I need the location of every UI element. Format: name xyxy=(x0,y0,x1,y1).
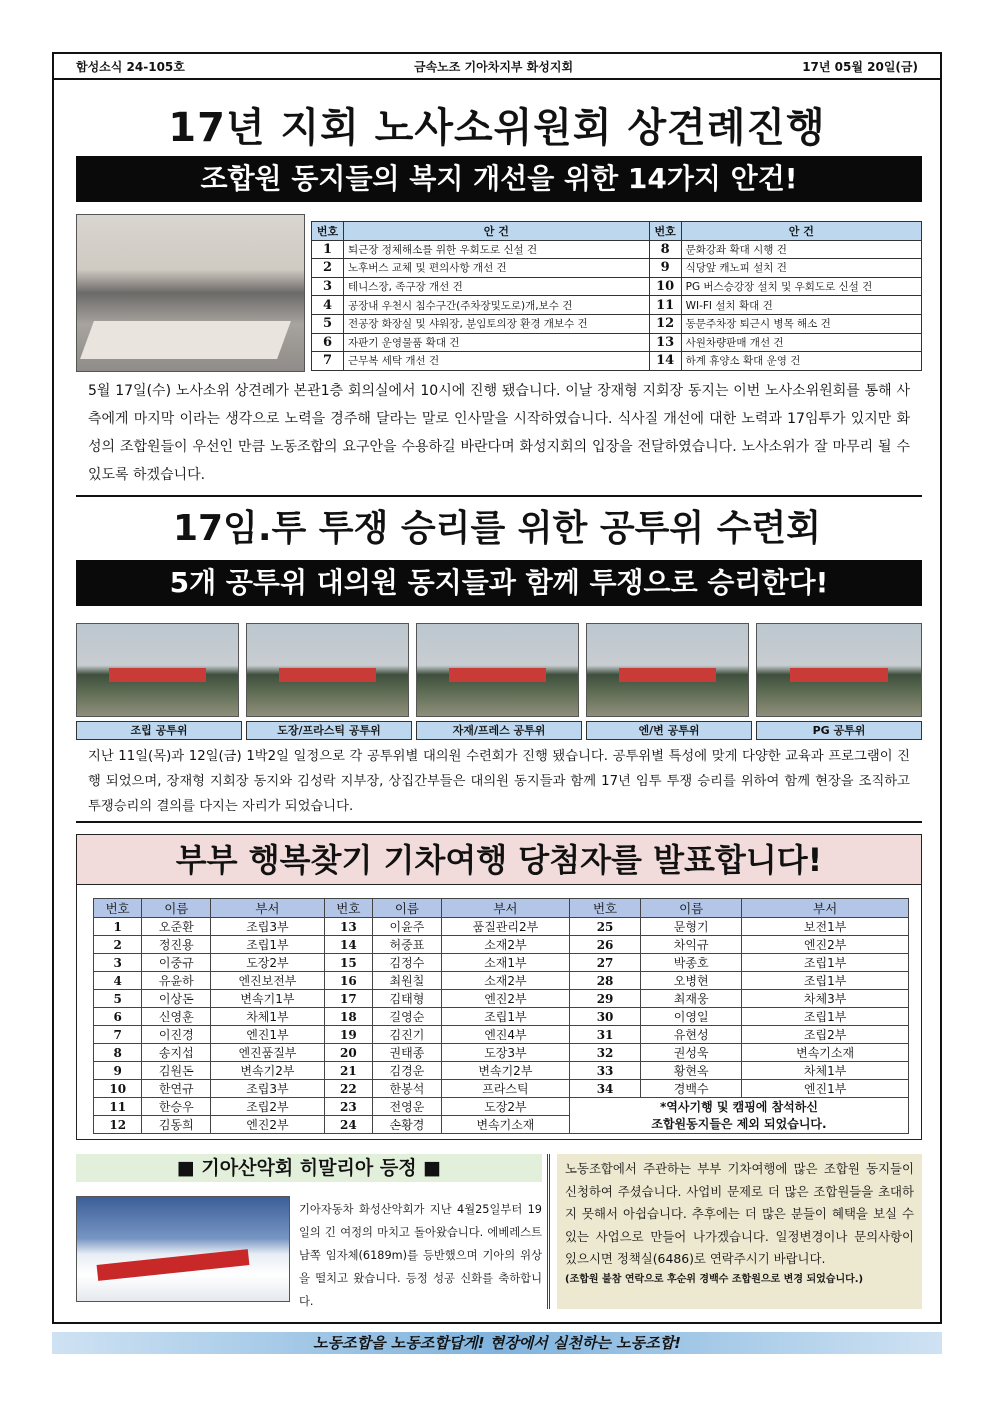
table-row xyxy=(94,1062,909,1080)
agenda-item: 테니스장, 족구장 개선 건 xyxy=(344,277,650,296)
winner-name: 유현성 xyxy=(641,1026,742,1044)
agenda-number: 14 xyxy=(649,352,681,371)
winner-name: 김원돈 xyxy=(142,1062,211,1080)
winner-dept: 보전1부 xyxy=(742,918,909,936)
winner-dept: 차체3부 xyxy=(742,990,909,1008)
winner-number: 4 xyxy=(94,972,142,990)
section-divider xyxy=(76,495,922,497)
climbing-photo xyxy=(76,1196,290,1302)
agenda-item: 전공장 화장실 및 샤워장, 분임토의장 환경 개보수 건 xyxy=(344,314,650,333)
winner-number: 32 xyxy=(569,1044,640,1062)
agenda-number: 9 xyxy=(649,259,681,278)
winner-number: 3 xyxy=(94,954,142,972)
winner-number: 22 xyxy=(324,1080,372,1098)
agenda-table xyxy=(311,221,922,371)
group-photo-4 xyxy=(586,623,749,717)
issue-number: 함성소식 24-105호 xyxy=(76,59,185,74)
section1-subtitle: 조합원 동지들의 복지 개선을 위한 14가지 안건! xyxy=(76,156,922,202)
winner-name: 손황경 xyxy=(373,1116,442,1134)
winner-dept: 변속기소재 xyxy=(742,1044,909,1062)
winner-dept: 프라스틱 xyxy=(441,1080,569,1098)
section1-paragraph: 5월 17일(수) 노사소위 상견례가 본관1층 회의실에서 10시에 진행 됐습니다. 이날 장재형 지회장 동지는 이번 노사소위원회를 통해 사측에게 마지막 이라는 생각으로 노력을 경주해 달라는 말로 인사말을 시작하였습니다. 식사질 개선에 대한 노력과 17임투가 있지만 화성의 조합원들이 우선인 만큼 노동조합의 요구안을 수용하길 바란다며 화성지회의 입장을 전달하였습니다. 노사소위가 잘 마무리 될 수 있도록 하겠습니다. xyxy=(88,383,910,483)
winner-number: 12 xyxy=(94,1116,142,1134)
winner-number: 9 xyxy=(94,1062,142,1080)
agenda-number: 13 xyxy=(649,333,681,352)
agenda-number: 11 xyxy=(649,296,681,315)
table-row xyxy=(94,1098,909,1116)
group-photo-1 xyxy=(76,623,239,717)
agenda-number: 2 xyxy=(312,259,344,278)
exclusion-note-line: *역사기행 및 캠핑에 참석하신 xyxy=(660,1099,818,1114)
winner-dept: 조립3부 xyxy=(211,1080,324,1098)
winner-number: 8 xyxy=(94,1044,142,1062)
winner-dept: 변속기소재 xyxy=(441,1116,569,1134)
agenda-number: 1 xyxy=(312,240,344,259)
table-row xyxy=(94,1008,909,1026)
agenda-item: 퇴근장 정체해소를 위한 우회도로 신설 건 xyxy=(344,240,650,259)
table-row xyxy=(94,1026,909,1044)
winner-dept: 엔진2부 xyxy=(211,1116,324,1134)
winner-name: 신영훈 xyxy=(142,1008,211,1026)
winner-name: 최재웅 xyxy=(641,990,742,1008)
winners-box xyxy=(76,834,922,1140)
table-row xyxy=(94,954,909,972)
section2-subtitle: 5개 공투위 대의원 동지들과 함께 투쟁으로 승리한다! xyxy=(76,560,922,606)
column-divider xyxy=(547,1154,550,1309)
agenda-item: WI-FI 설치 확대 건 xyxy=(681,296,921,315)
newsletter-page xyxy=(52,52,942,1324)
winners-header: 부서 xyxy=(742,899,909,918)
agenda-item: 근무복 세탁 개선 건 xyxy=(344,352,650,371)
winner-number: 19 xyxy=(324,1026,372,1044)
winner-name: 박종호 xyxy=(641,954,742,972)
group-photo-3 xyxy=(416,623,579,717)
agenda-item: 공장내 우천시 침수구간(주차장및도로)개,보수 건 xyxy=(344,296,650,315)
footer-slogan: 노동조합을 노동조합답게! 현장에서 실천하는 노동조합! xyxy=(52,1332,942,1354)
winners-header: 번호 xyxy=(324,899,372,918)
winner-dept: 엔진1부 xyxy=(742,1080,909,1098)
winner-name: 문형기 xyxy=(641,918,742,936)
winners-header: 번호 xyxy=(569,899,640,918)
agenda-item: 문화강좌 확대 시행 건 xyxy=(681,240,921,259)
winner-dept: 변속기2부 xyxy=(441,1062,569,1080)
agenda-header: 안 건 xyxy=(344,222,650,241)
winner-dept: 조립2부 xyxy=(742,1026,909,1044)
winner-name: 이진경 xyxy=(142,1026,211,1044)
winners-header: 이름 xyxy=(641,899,742,918)
agenda-item: 자판기 운영물품 확대 건 xyxy=(344,333,650,352)
winner-dept: 변속기2부 xyxy=(211,1062,324,1080)
group-photo-5 xyxy=(756,623,922,717)
photo-caption: 조립 공투위 xyxy=(76,721,242,740)
agenda-number: 5 xyxy=(312,314,344,333)
agenda-number: 4 xyxy=(312,296,344,315)
winner-name: 송지섭 xyxy=(142,1044,211,1062)
winner-dept: 엔진품질부 xyxy=(211,1044,324,1062)
winner-name: 이영일 xyxy=(641,1008,742,1026)
union-name: 금속노조 기아차지부 화성지회 xyxy=(414,59,574,74)
winner-number: 1 xyxy=(94,918,142,936)
agenda-row xyxy=(312,240,922,259)
winner-number: 5 xyxy=(94,990,142,1008)
section1-title: 17년 지회 노사소위원회 상견례진행 xyxy=(168,105,826,151)
winner-dept: 조립1부 xyxy=(742,1008,909,1026)
winner-name: 오준환 xyxy=(142,918,211,936)
winner-number: 16 xyxy=(324,972,372,990)
winner-name: 김동희 xyxy=(142,1116,211,1134)
winner-number: 31 xyxy=(569,1026,640,1044)
winner-number: 23 xyxy=(324,1098,372,1116)
winner-number: 30 xyxy=(569,1008,640,1026)
section-divider xyxy=(76,821,922,823)
winner-name: 김경운 xyxy=(373,1062,442,1080)
agenda-number: 10 xyxy=(649,277,681,296)
winner-number: 11 xyxy=(94,1098,142,1116)
winner-name: 한승우 xyxy=(142,1098,211,1116)
winner-dept: 소재2부 xyxy=(441,936,569,954)
agenda-item: 노후버스 교체 및 편의사항 개선 건 xyxy=(344,259,650,278)
winner-number: 2 xyxy=(94,936,142,954)
winner-dept: 조립1부 xyxy=(441,1008,569,1026)
winner-dept: 품질관리2부 xyxy=(441,918,569,936)
winners-header-row xyxy=(94,899,909,918)
winner-number: 15 xyxy=(324,954,372,972)
winner-number: 18 xyxy=(324,1008,372,1026)
notice-text: 노동조합에서 주관하는 부부 기차여행에 많은 조합원 동지들이 신청하여 주셨습니다. 사업비 문제로 더 많은 조합원들을 초대하지 못해서 아쉽습니다. 추후에는 더 많은 분들이 혜택을 보실 수 있는 사업으로 만들어 나가겠습니다. 일정변경이나 문의사항이 있으시면 정책실(6486)로 연락주시기 바랍니다. xyxy=(565,1161,914,1266)
agenda-row xyxy=(312,314,922,333)
winner-name: 김진기 xyxy=(373,1026,442,1044)
agenda-row xyxy=(312,277,922,296)
agenda-number: 6 xyxy=(312,333,344,352)
winner-name: 허중표 xyxy=(373,936,442,954)
agenda-row xyxy=(312,259,922,278)
winners-header: 번호 xyxy=(94,899,142,918)
table-row xyxy=(94,972,909,990)
agenda-number: 7 xyxy=(312,352,344,371)
notice-subtext: (조합원 불참 연락으로 후순위 경백수 조합원으로 변경 되었습니다.) xyxy=(565,1273,864,1285)
winner-name: 길영순 xyxy=(373,1008,442,1026)
agenda-item: 사원차량판매 개선 건 xyxy=(681,333,921,352)
meeting-photo xyxy=(76,214,305,372)
winner-number: 28 xyxy=(569,972,640,990)
exclusion-note-line: 조합원동지들은 제외 되었습니다. xyxy=(651,1116,827,1131)
exclusion-note xyxy=(569,1098,908,1134)
winner-name: 오병현 xyxy=(641,972,742,990)
winner-dept: 소재2부 xyxy=(441,972,569,990)
winner-dept: 조립1부 xyxy=(211,936,324,954)
agenda-number: 8 xyxy=(649,240,681,259)
agenda-row xyxy=(312,352,922,371)
winner-dept: 소재1부 xyxy=(441,954,569,972)
winner-name: 김정수 xyxy=(373,954,442,972)
winner-number: 13 xyxy=(324,918,372,936)
winner-name: 이상돈 xyxy=(142,990,211,1008)
winner-number: 26 xyxy=(569,936,640,954)
winner-dept: 조립1부 xyxy=(742,972,909,990)
agenda-item: 동문주차장 퇴근시 병목 해소 건 xyxy=(681,314,921,333)
table-row xyxy=(94,936,909,954)
winner-dept: 조립3부 xyxy=(211,918,324,936)
winner-number: 14 xyxy=(324,936,372,954)
photo-captions xyxy=(76,721,922,740)
group-photo-2 xyxy=(246,623,409,717)
table-row xyxy=(94,1080,909,1098)
table-row xyxy=(94,1044,909,1062)
winner-name: 권태종 xyxy=(373,1044,442,1062)
winner-number: 27 xyxy=(569,954,640,972)
winner-dept: 엔진1부 xyxy=(211,1026,324,1044)
winner-name: 황현옥 xyxy=(641,1062,742,1080)
winner-dept: 차체1부 xyxy=(742,1062,909,1080)
winner-number: 21 xyxy=(324,1062,372,1080)
winners-header: 부서 xyxy=(211,899,324,918)
winner-name: 최원칠 xyxy=(373,972,442,990)
agenda-header: 안 건 xyxy=(681,222,921,241)
winner-number: 25 xyxy=(569,918,640,936)
winner-name: 이윤주 xyxy=(373,918,442,936)
winner-name: 정진용 xyxy=(142,936,211,954)
winner-dept: 엔진4부 xyxy=(441,1026,569,1044)
winner-number: 17 xyxy=(324,990,372,1008)
agenda-item: PG 버스승강장 설치 및 우회도로 신설 건 xyxy=(681,277,921,296)
agenda-header: 번호 xyxy=(649,222,681,241)
table-row xyxy=(94,918,909,936)
winner-name: 경백수 xyxy=(641,1080,742,1098)
photo-caption: 도장/프라스틱 공투위 xyxy=(246,721,412,740)
winner-number: 34 xyxy=(569,1080,640,1098)
winner-dept: 변속기1부 xyxy=(211,990,324,1008)
winner-name: 한봉석 xyxy=(373,1080,442,1098)
photo-caption: 자재/프레스 공투위 xyxy=(416,721,582,740)
issue-date: 17년 05월 20일(금) xyxy=(802,59,918,74)
winner-dept: 차체1부 xyxy=(211,1008,324,1026)
agenda-item: 식당앞 캐노피 설치 건 xyxy=(681,259,921,278)
winner-number: 33 xyxy=(569,1062,640,1080)
winner-dept: 엔진보전부 xyxy=(211,972,324,990)
winner-number: 24 xyxy=(324,1116,372,1134)
section2-paragraph: 지난 11일(목)과 12일(금) 1박2일 일정으로 각 공투위별 대의원 수련회가 진행 됐습니다. 공투위별 특성에 맞게 다양한 교육과 프로그램이 진행 되었으며, 장재형 지회장 동지와 김성락 지부장, 상집간부들은 대의원 동지들과 함께 17년 임투 투쟁 승리를 위하여 함께 현장을 조직하고 투쟁승리의 결의를 다지는 자리가 되었습니다. xyxy=(88,749,910,814)
winner-name: 유윤하 xyxy=(142,972,211,990)
winners-header: 이름 xyxy=(142,899,211,918)
winner-dept: 도장3부 xyxy=(441,1044,569,1062)
section4-title: ■ 기아산악회 히말리아 등정 ■ xyxy=(76,1154,542,1182)
winner-dept: 도장2부 xyxy=(441,1098,569,1116)
photo-caption: 엔/변 공투위 xyxy=(586,721,752,740)
winners-header: 이름 xyxy=(373,899,442,918)
winner-name: 김태형 xyxy=(373,990,442,1008)
winner-number: 10 xyxy=(94,1080,142,1098)
agenda-number: 3 xyxy=(312,277,344,296)
photo-caption: PG 공투위 xyxy=(756,721,922,740)
notice-box xyxy=(557,1154,922,1309)
winner-name: 한연규 xyxy=(142,1080,211,1098)
winner-dept: 엔진2부 xyxy=(441,990,569,1008)
winner-name: 이중규 xyxy=(142,954,211,972)
winner-number: 7 xyxy=(94,1026,142,1044)
winner-dept: 조립2부 xyxy=(211,1098,324,1116)
agenda-row xyxy=(312,296,922,315)
winner-name: 전영운 xyxy=(373,1098,442,1116)
agenda-item: 하계 휴양소 확대 운영 건 xyxy=(681,352,921,371)
winner-dept: 엔진2부 xyxy=(742,936,909,954)
page-header xyxy=(54,54,940,80)
agenda-row xyxy=(312,333,922,352)
section2-title: 17임.투 투쟁 승리를 위한 공투위 수련회 xyxy=(172,508,822,549)
section4-text: 기아자동차 화성산악회가 지난 4월25일부터 19일의 긴 여정의 마치고 돌아왔습니다. 에베레스트 남쪽 임자체(6189m)를 등반했으며 기아의 위상을 떨치고 왔습니다. 등정 성공 신화를 축하합니다. xyxy=(299,1203,542,1308)
winner-number: 6 xyxy=(94,1008,142,1026)
winner-name: 차익규 xyxy=(641,936,742,954)
winner-number: 20 xyxy=(324,1044,372,1062)
winners-table xyxy=(93,898,909,1134)
winner-name: 권성욱 xyxy=(641,1044,742,1062)
winner-dept: 조립1부 xyxy=(742,954,909,972)
winners-header: 부서 xyxy=(441,899,569,918)
section3-title: 부부 행복찾기 기차여행 당첨자를 발표합니다! xyxy=(77,835,921,885)
winner-number: 29 xyxy=(569,990,640,1008)
winner-dept: 도장2부 xyxy=(211,954,324,972)
agenda-header: 번호 xyxy=(312,222,344,241)
agenda-number: 12 xyxy=(649,314,681,333)
table-row xyxy=(94,990,909,1008)
